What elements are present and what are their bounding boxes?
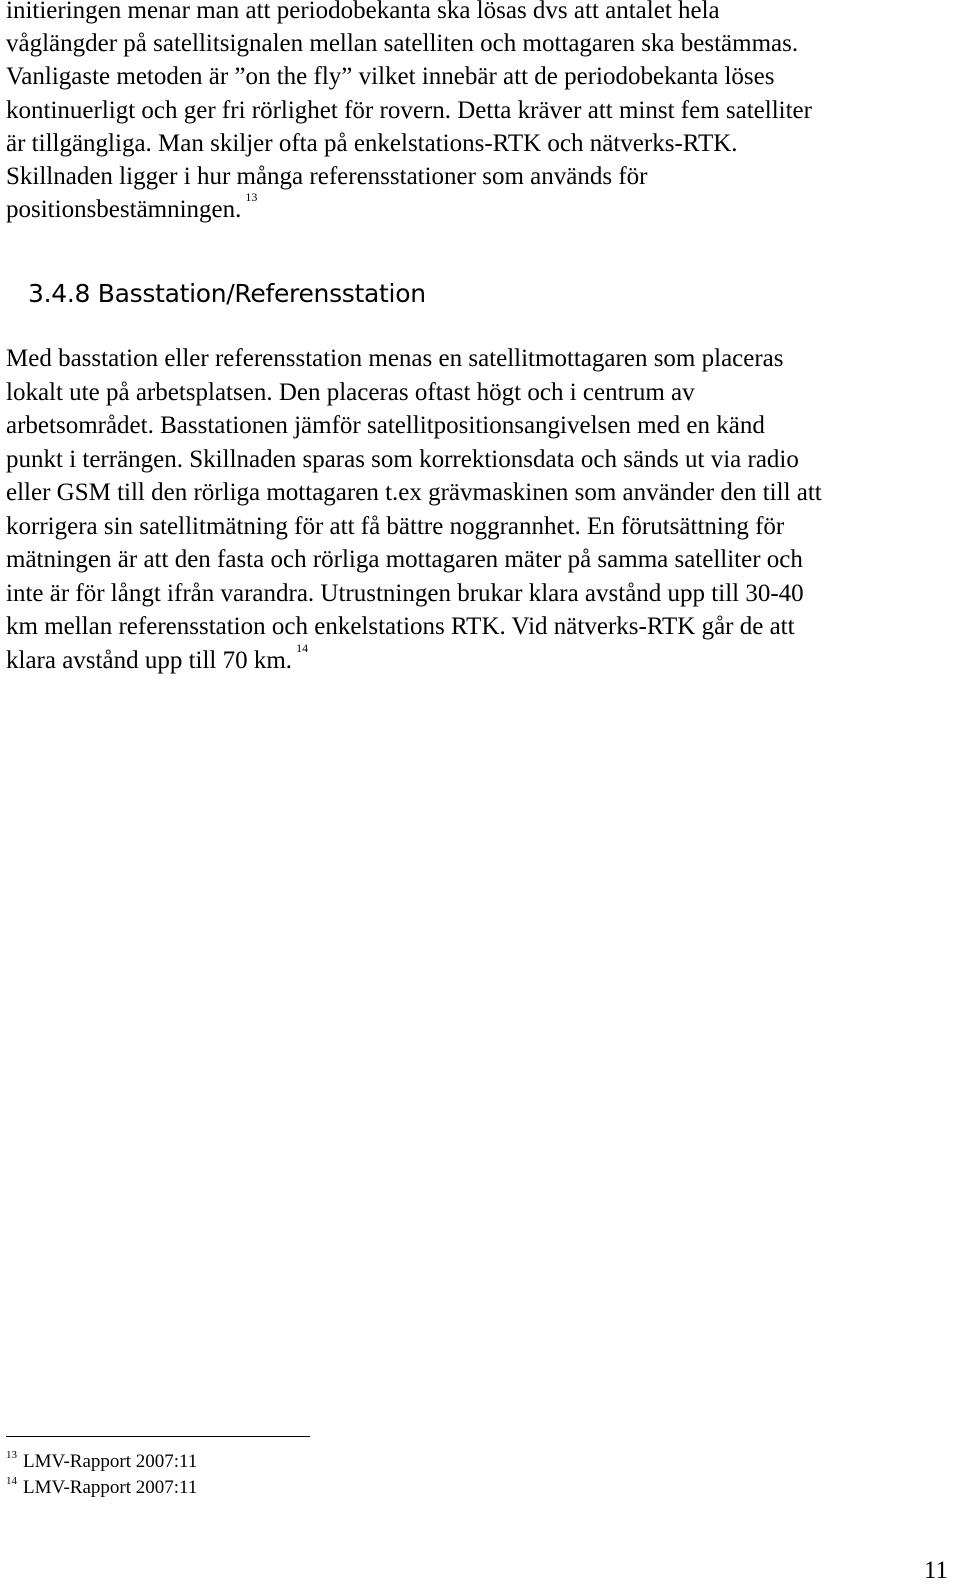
page-number: 11 xyxy=(923,1557,948,1584)
text-line: km mellan referensstation och enkelstations RTK. Vid nätverks-RTK går de att xyxy=(6,613,795,640)
footnote-divider xyxy=(6,1436,310,1437)
section-heading: 3.4.8 Basstation/Referensstation xyxy=(28,279,426,308)
footnote-reference: 14 xyxy=(296,640,309,655)
text-line: är tillgängliga. Man skiljer ofta på enkelstations-RTK och nätverks-RTK. xyxy=(6,129,738,157)
text-line: lokalt ute på arbetsplatsen. Den placeras oftast högt och i centrum av xyxy=(6,378,695,406)
body-paragraph-top xyxy=(6,0,952,230)
text-line: Skillnaden ligger i hur många referensstationer som används för xyxy=(6,163,648,191)
footnote-number: 14 xyxy=(6,1475,17,1487)
footnote-number: 13 xyxy=(6,1449,17,1461)
text-line: arbetsområdet. Basstationen jämför satellitpositionsangivelsen med en känd xyxy=(6,412,765,439)
text-line: mätningen är att den fasta och rörliga mottagaren mäter på samma satelliter och xyxy=(6,546,803,573)
text-line: initieringen menar man att periodobekanta ska lösas dvs att antalet hela xyxy=(6,0,720,24)
text-line: Vanligaste metoden är ”on the fly” vilket innebär att de periodobekanta löses xyxy=(6,63,775,91)
text-line-with-footnote xyxy=(6,190,952,230)
body-paragraph-main xyxy=(6,342,952,681)
footnote xyxy=(6,1476,197,1502)
text-line: våglängder på satellitsignalen mellan satelliten och mottagaren ska bestämmas. xyxy=(6,30,799,58)
footnote-text: LMV-Rapport 2007:11 xyxy=(23,1477,198,1498)
text-line: positionsbestämningen. xyxy=(6,196,242,224)
text-line-with-footnote xyxy=(6,640,952,682)
text-line: klara avstånd upp till 70 km. xyxy=(6,646,293,674)
footnote-reference: 13 xyxy=(245,190,258,205)
text-line: korrigera sin satellitmätning för att få bättre noggrannhet. En förutsättning för xyxy=(6,512,785,540)
footnote-text: LMV-Rapport 2007:11 xyxy=(23,1451,198,1472)
text-line: punkt i terrängen. Skillnaden sparas som korrektionsdata och sänds ut via radio xyxy=(6,445,799,473)
footnote xyxy=(6,1450,197,1476)
text-line: Med basstation eller referensstation menas en satellitmottagaren som placeras xyxy=(6,345,784,372)
text-line: eller GSM till den rörliga mottagaren t.ex grävmaskinen som använder den till att xyxy=(6,479,822,506)
text-line: kontinuerligt och ger fri rörlighet för rovern. Detta kräver att minst fem satelliter xyxy=(6,96,812,124)
text-line: inte är för långt ifrån varandra. Utrustningen brukar klara avstånd upp till 30-40 xyxy=(6,579,804,607)
